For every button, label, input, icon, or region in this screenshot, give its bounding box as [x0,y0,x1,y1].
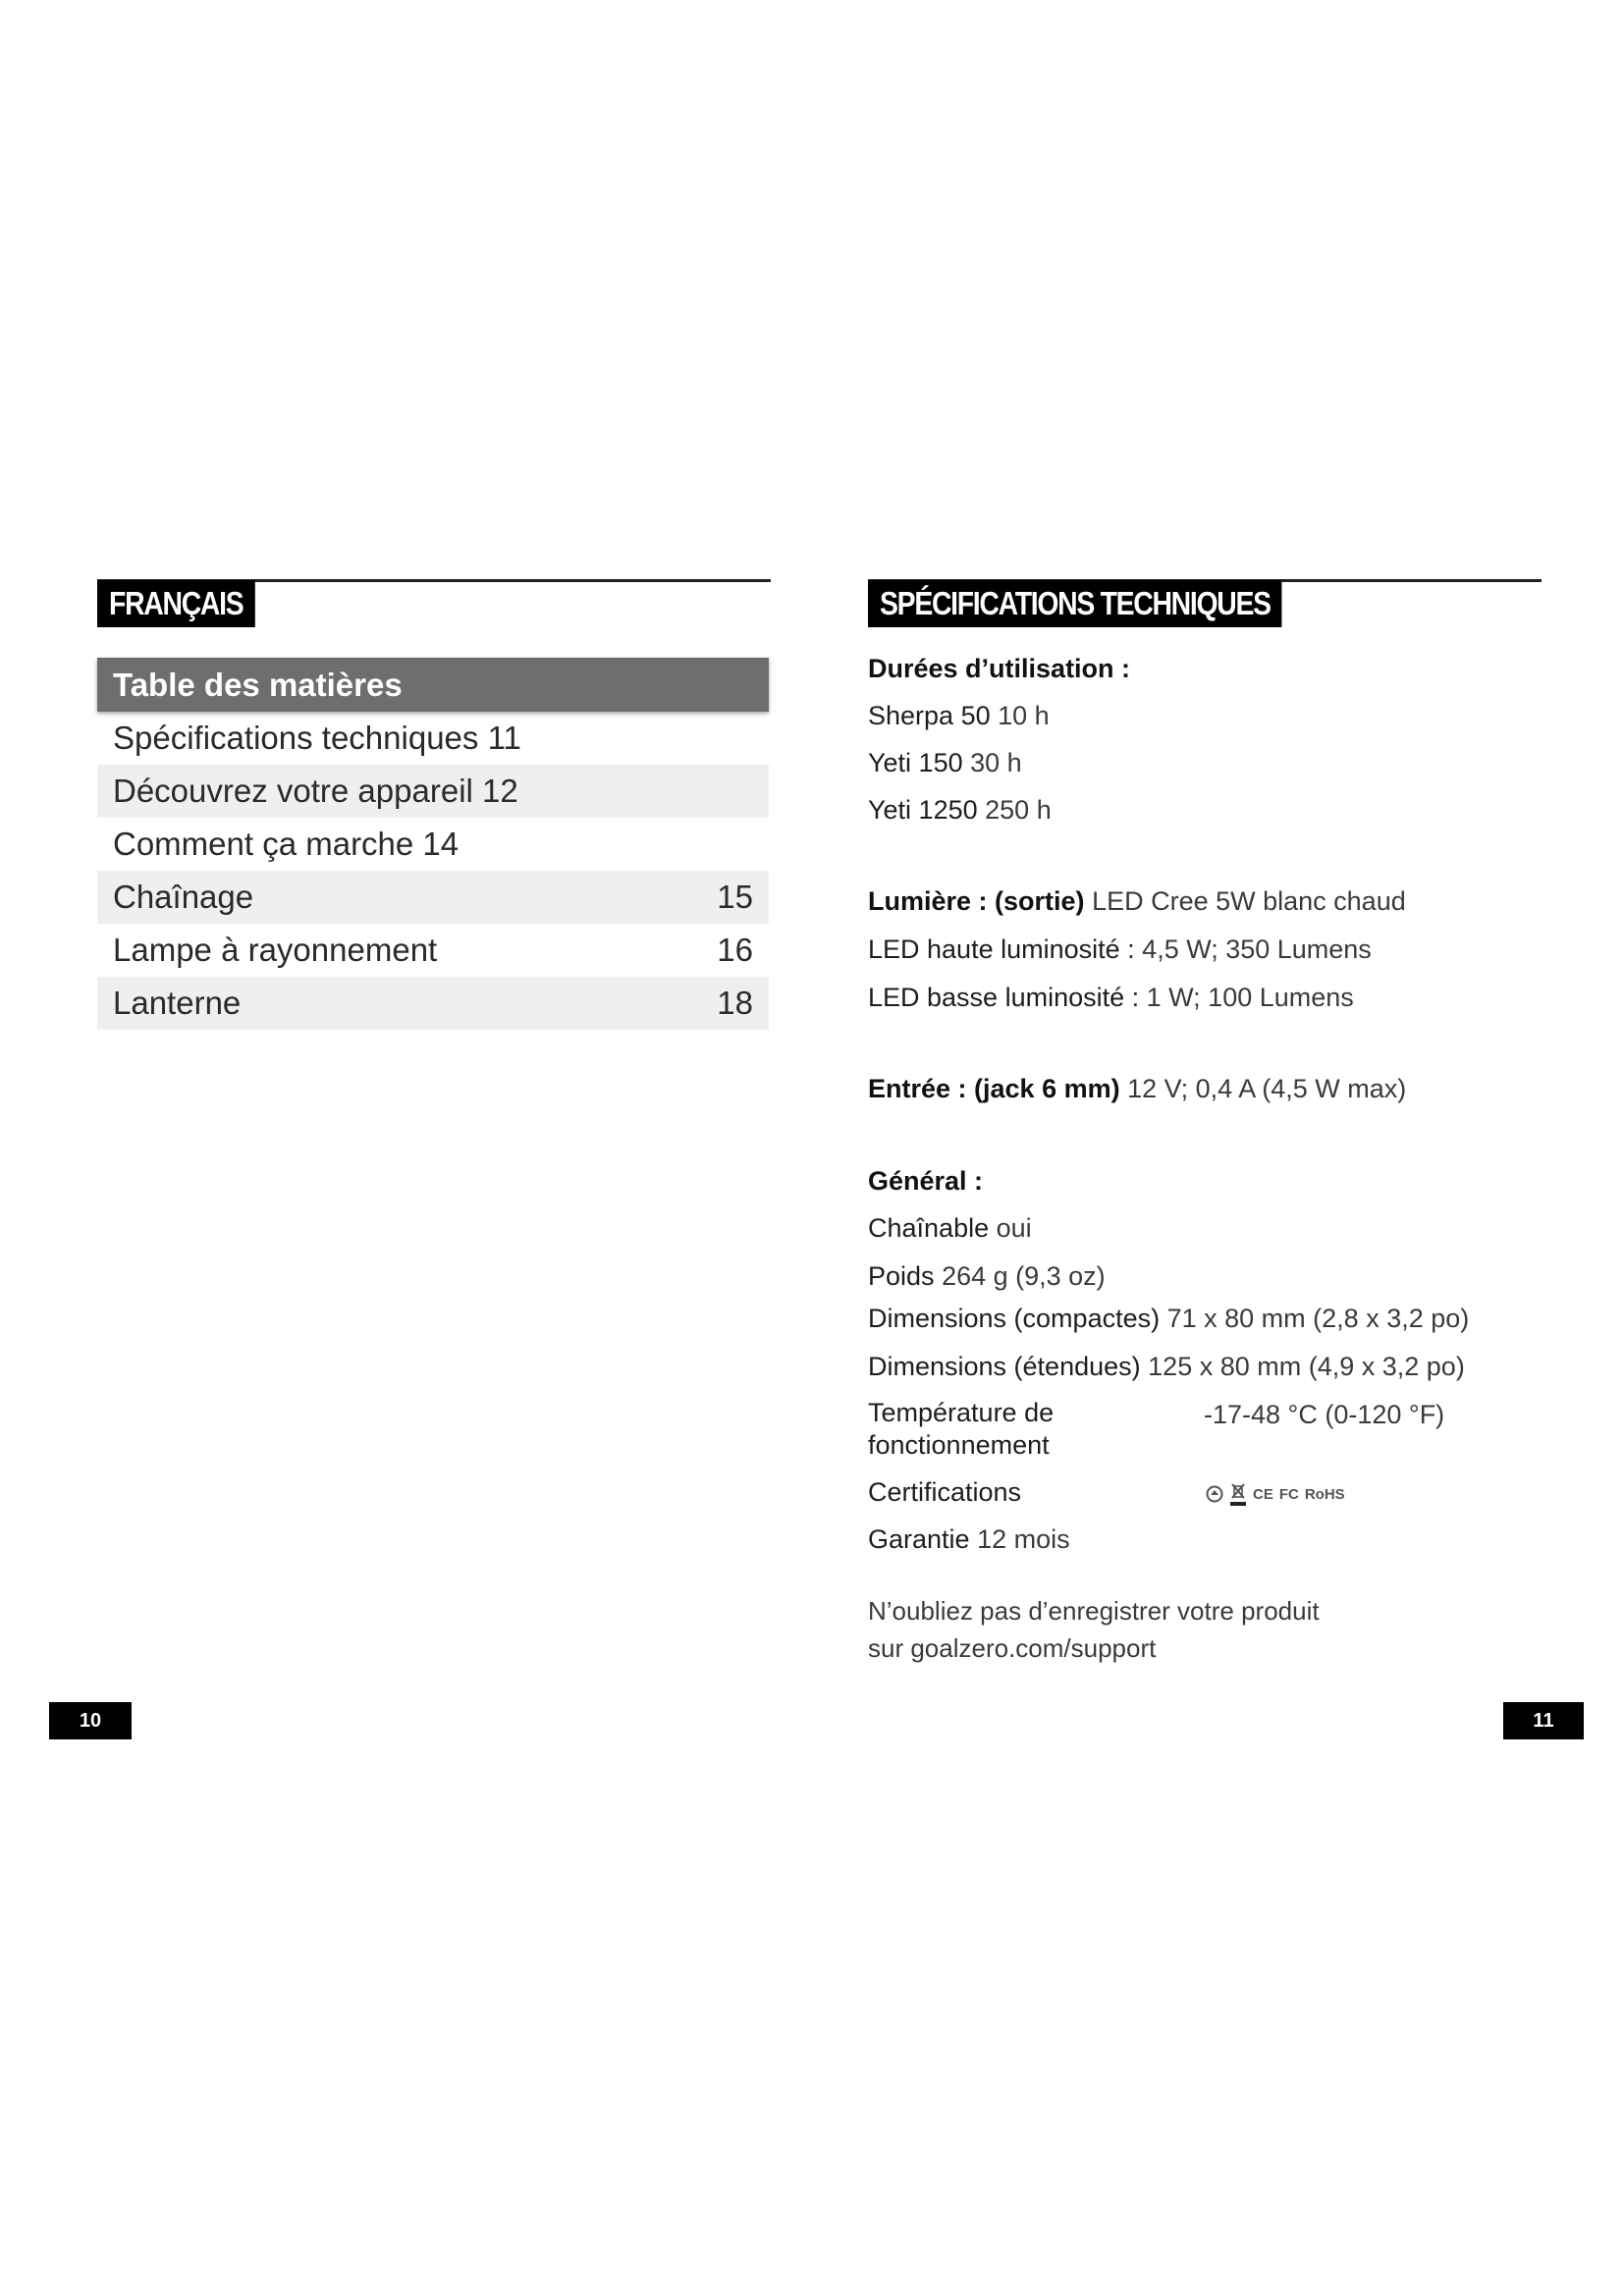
light-low-brightness: LED basse luminosité : 1 W; 100 Lumens [868,983,1354,1012]
input-spec: Entrée : (jack 6 mm) 12 V; 0,4 A (4,5 W max) [868,1074,1407,1103]
fcc-mark: FC [1278,1485,1299,1503]
recycle-icon [1206,1485,1223,1503]
duration-yeti-150: Yeti 150 30 h [868,748,1022,777]
page-number-right: 11 [1503,1702,1584,1739]
left-section-title: FRANÇAIS [97,580,254,627]
right-section-title: SPÉCIFICATIONS TECHNIQUES [868,580,1282,627]
toc-item-specifications[interactable] [97,712,769,765]
rohs-mark: RoHS [1304,1485,1345,1503]
duration-sherpa-50: Sherpa 50 10 h [868,701,1050,730]
spec-temperature-label: Température de fonctionnement [868,1398,1055,1460]
duration-yeti-1250: Yeti 1250 250 h [868,795,1052,825]
toc-item-label: Découvrez votre appareil 12 [113,773,518,809]
toc-item-page: 15 [717,879,753,915]
toc-item-lantern[interactable] [97,977,769,1030]
ce-mark: CE [1253,1485,1273,1503]
registration-note: N’oubliez pas d’enregistrer votre produit sur goalzero.com/support [868,1596,1320,1663]
spec-dimensions-compact: Dimensions (compactes) 71 x 80 mm (2,8 x 3,2 po) [868,1304,1470,1333]
toc-item-page: 16 [717,932,753,968]
toc-item-label: Comment ça marche 14 [113,826,460,862]
spec-weight: Poids 264 g (9,3 oz) [868,1261,1106,1291]
page-number-left: 10 [49,1702,132,1739]
toc-item-label: Chaînage [113,879,254,915]
spec-dimensions-extended: Dimensions (étendues) 125 x 80 mm (4,9 x 3,2 po) [868,1352,1465,1381]
durations-heading: Durées d’utilisation : [868,654,1131,683]
table-of-contents [97,658,769,1030]
light-high-brightness: LED haute luminosité : 4,5 W; 350 Lumens [868,934,1372,964]
light-output: Lumière : (sortie) LED Cree 5W blanc chaud [868,886,1406,916]
toc-item-label: Spécifications techniques 11 [113,720,521,756]
general-heading: Général : [868,1166,984,1196]
toc-title: Table des matières [97,658,769,712]
certification-logos [1206,1478,1345,1510]
weee-bin-icon [1229,1481,1247,1507]
spec-chainable: Chaînable oui [868,1213,1032,1243]
toc-item-label: Lampe à rayonnement [113,932,438,968]
toc-item-discover[interactable] [97,765,769,818]
toc-item-label: Lanterne [113,985,242,1021]
toc-item-flashlight[interactable] [97,924,769,977]
spec-certifications: Certifications [868,1477,1022,1507]
spec-temperature-value: -17-48 °C (0-120 °F) [1204,1400,1445,1429]
toc-item-page: 18 [717,985,753,1021]
toc-item-how-it-works[interactable] [97,818,769,871]
toc-item-chaining[interactable] [97,871,769,924]
spec-warranty: Garantie 12 mois [868,1524,1070,1554]
